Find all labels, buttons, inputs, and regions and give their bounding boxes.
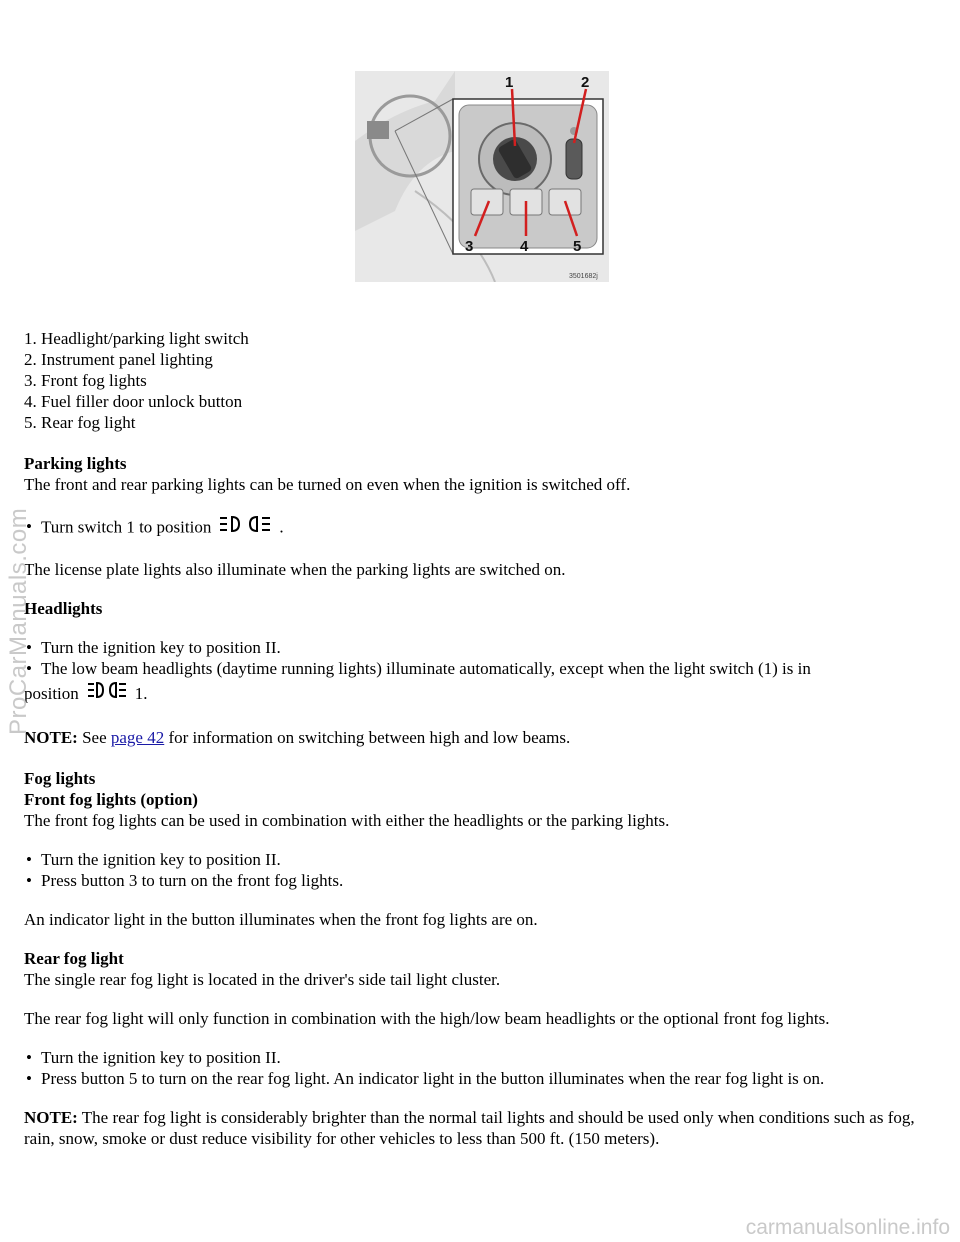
front-fog-indicator: An indicator light in the button illuminates when the front fog lights are on. xyxy=(24,910,538,929)
rear-fog-intro: The single rear fog light is located in the driver's side tail light cluster. xyxy=(24,970,501,989)
callout-1: 1 xyxy=(505,74,514,91)
headlight-controls-illustration xyxy=(355,71,609,282)
rear-fog-steps xyxy=(24,1047,934,1089)
parking-intro: The front and rear parking lights can be turned on even when the ignition is switched off. xyxy=(24,475,631,494)
note-rear-fog: NOTE: The rear fog light is considerably brighter than the normal tail lights and should be used only when conditions such as fog, rain, snow, smoke or dust reduce visibility for other vehicles to less than 500 ft. (150 meters). xyxy=(24,1108,915,1148)
legend-item: 4. Fuel filler door unlock button xyxy=(24,392,243,411)
list-item: • Turn the ignition key to position II. xyxy=(24,637,934,658)
fog-heading: Fog lights xyxy=(24,769,96,788)
legend-item: 5. Rear fog light xyxy=(24,413,136,432)
headlights-steps xyxy=(24,637,934,679)
legend-item: 3. Front fog lights xyxy=(24,371,147,390)
list-item: • Turn the ignition key to position II. xyxy=(24,849,934,870)
callout-2: 2 xyxy=(581,74,590,91)
callout-5: 5 xyxy=(573,238,582,255)
front-fog-intro: The front fog lights can be used in combination with either the headlights or the parking lights. xyxy=(24,811,670,830)
page-42-link[interactable]: page 42 xyxy=(110,728,165,747)
legend-item: 1. Headlight/parking light switch xyxy=(24,329,249,348)
parking-light-icon xyxy=(219,513,271,544)
headlights-heading: Headlights xyxy=(24,599,103,618)
note-high-low-beams: NOTE: See page 42 for information on switching between high and low beams. xyxy=(24,728,571,747)
parking-heading: Parking lights xyxy=(24,454,127,473)
rear-fog-heading: Rear fog light xyxy=(24,949,124,968)
callout-3: 3 xyxy=(465,238,474,255)
list-item: • The low beam headlights (daytime running lights) illuminate automatically, except when the light switch (1) is in xyxy=(24,658,934,679)
image-code: 3501682j xyxy=(569,273,598,280)
dashboard-controls-figure xyxy=(355,71,609,282)
list-item: • Turn switch 1 to position . xyxy=(24,513,934,541)
component-legend xyxy=(24,328,934,433)
front-fog-steps xyxy=(24,849,934,891)
parking-steps xyxy=(24,513,934,541)
rear-fog-para: The rear fog light will only function in combination with the high/low beam headlights or the optional front fog lights. xyxy=(24,1009,830,1028)
parking-light-icon xyxy=(87,679,127,711)
watermark-bottom: carmanualsonline.info xyxy=(745,1216,950,1239)
headlights-bullet2-continuation: position 1. xyxy=(24,679,934,709)
parking-note: The license plate lights also illuminate when the parking lights are switched on. xyxy=(24,560,566,579)
list-item: • Turn the ignition key to position II. xyxy=(24,1047,934,1068)
front-fog-subheading: Front fog lights (option) xyxy=(24,790,198,809)
list-item: • Press button 3 to turn on the front fog lights. xyxy=(24,870,934,891)
callout-4: 4 xyxy=(520,238,529,255)
manual-content xyxy=(24,328,934,1149)
legend-item: 2. Instrument panel lighting xyxy=(24,350,213,369)
watermark-left: ProCarManuals.com xyxy=(5,507,32,735)
list-item: • Press button 5 to turn on the rear fog light. An indicator light in the button illuminates when the rear fog light is on. xyxy=(24,1068,934,1089)
